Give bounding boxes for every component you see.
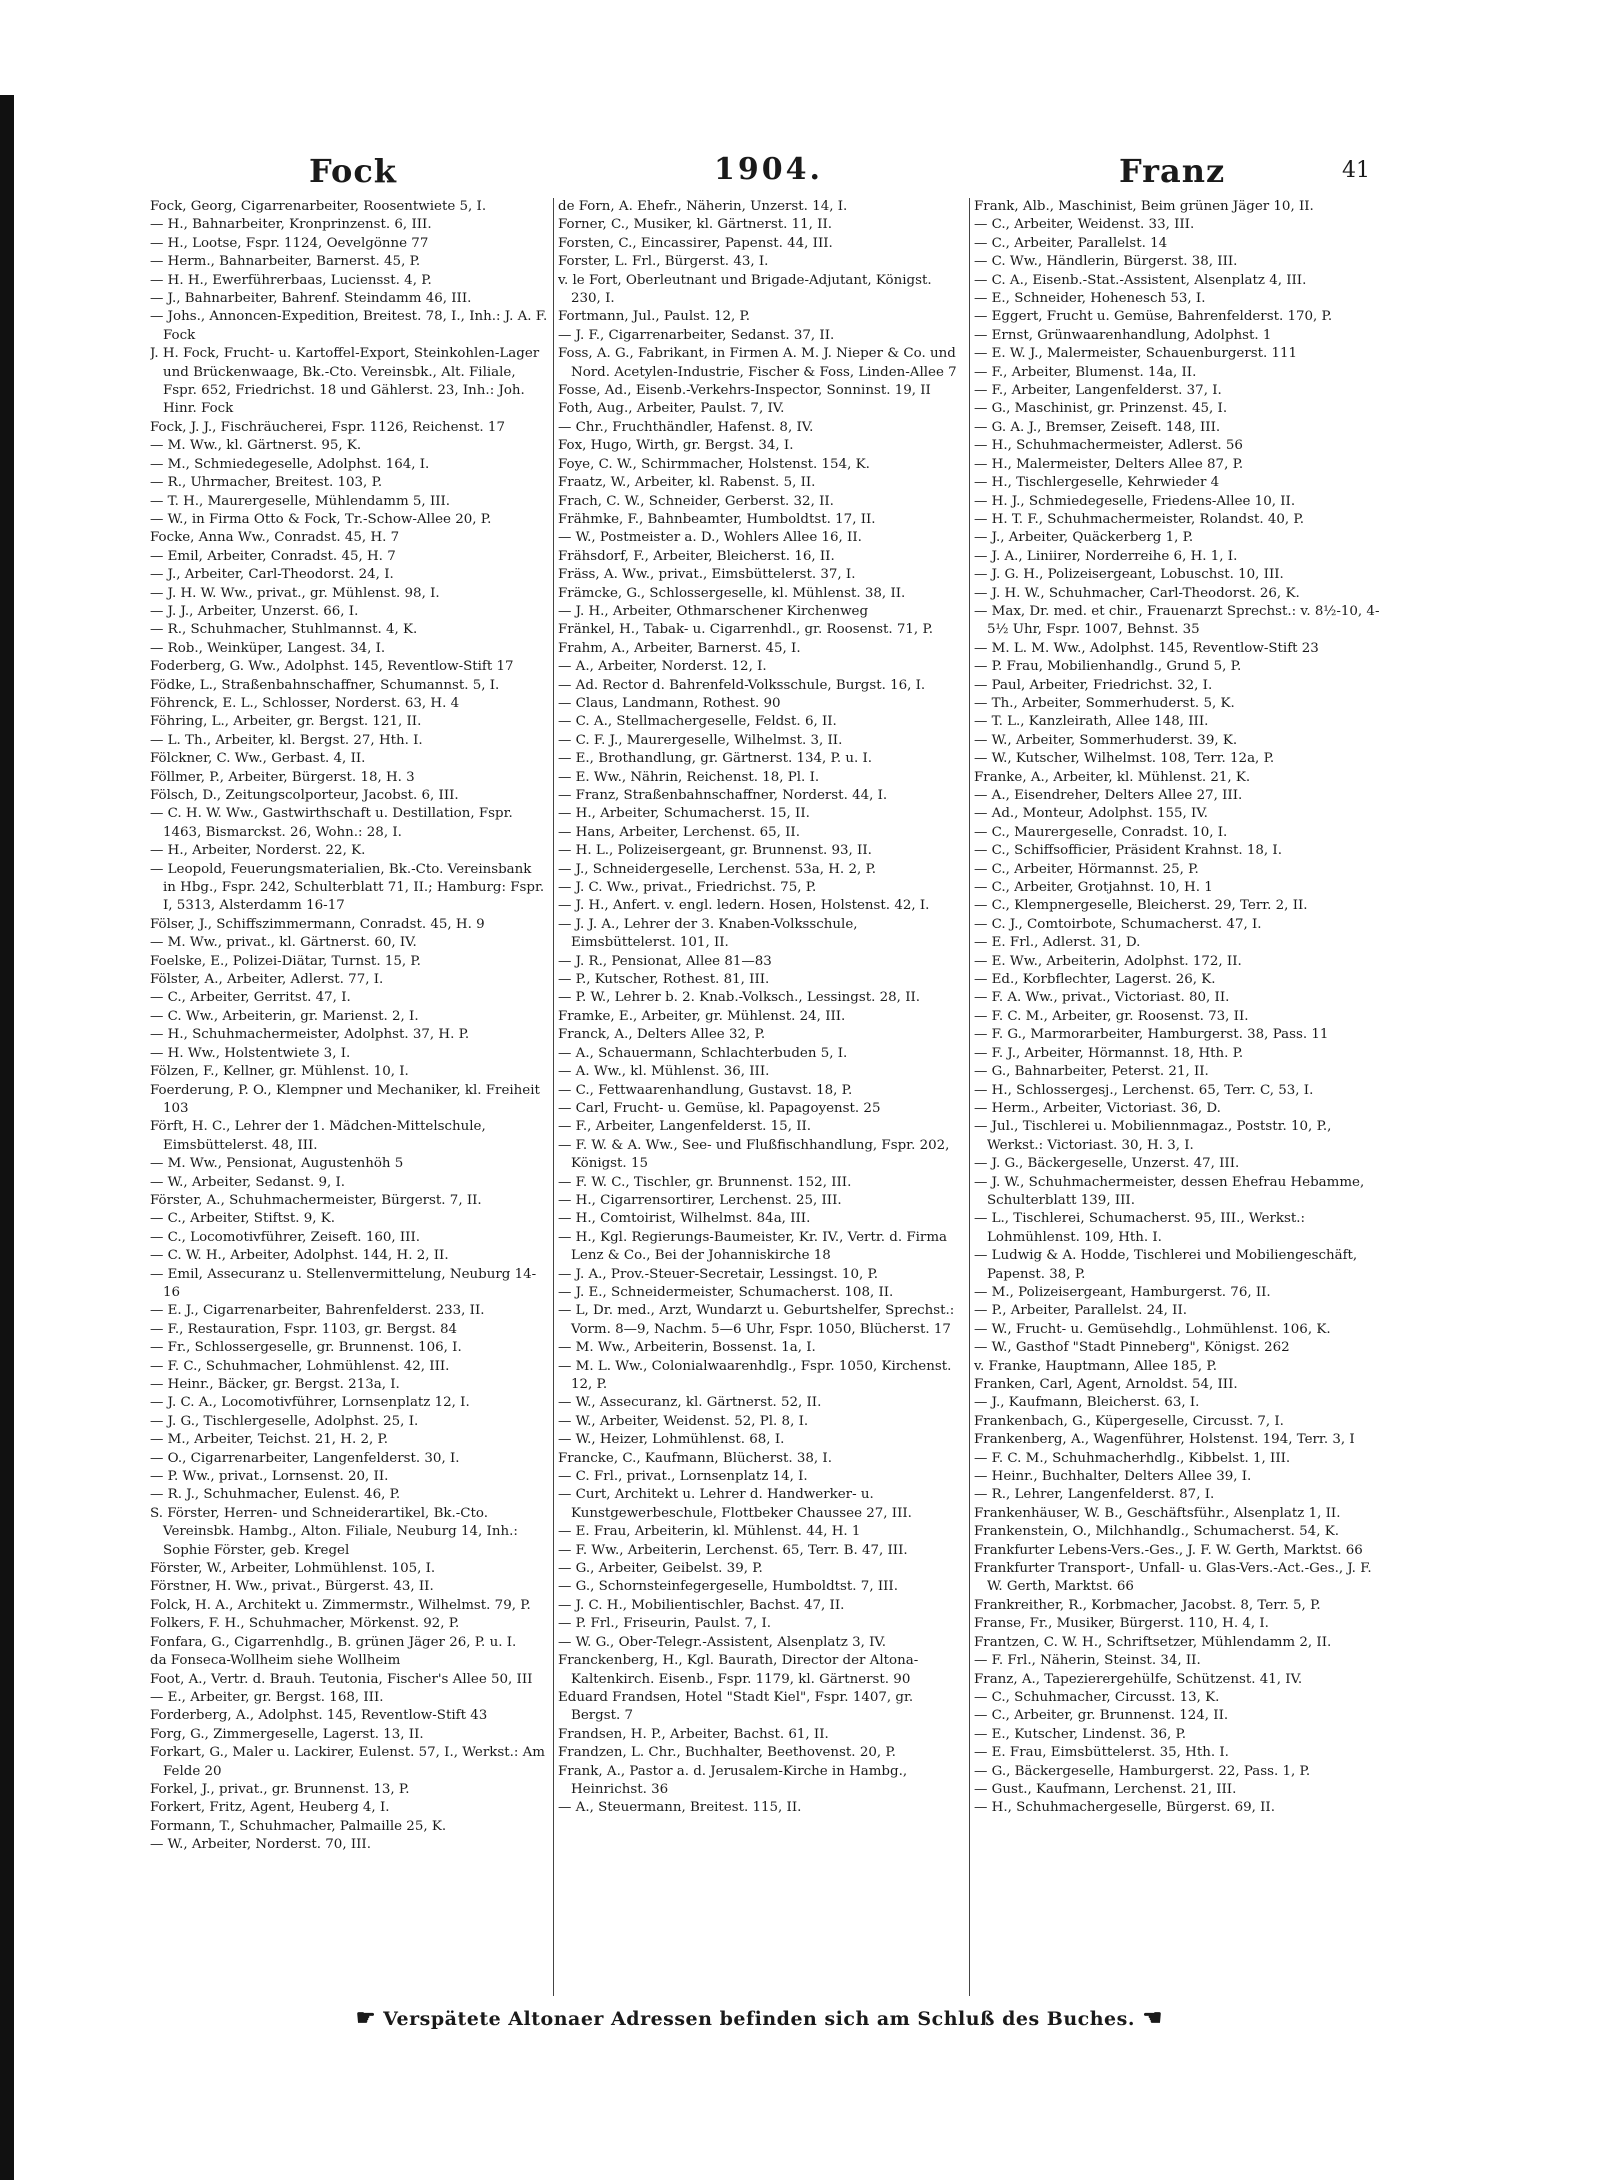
header-left-keyword: Fock: [309, 152, 397, 190]
directory-entry: — A., Arbeiter, Norderst. 12, I.: [558, 659, 767, 675]
directory-entry: Föhrenck, E. L., Schlosser, Norderst. 63, H. 4: [150, 695, 460, 711]
footer-notice: [134, 2005, 1384, 2031]
directory-entry: — C., Locomotivführer, Zeiseft. 160, III.: [150, 1229, 421, 1245]
directory-entry: — E. Ww., Nährin, Reichenst. 18, Pl. I.: [558, 769, 820, 785]
directory-entry: — J. G., Bäckergeselle, Unzerst. 47, III.: [974, 1156, 1240, 1172]
directory-entry: — Ad. Rector d. Bahrenfeld-Volksschule, Burgst. 16, I.: [558, 677, 926, 693]
directory-entry: Folck, H. A., Architekt u. Zimmermstr., Wilhelmst. 79, P.: [150, 1597, 531, 1613]
directory-entry: — F. G., Marmorarbeiter, Hamburgerst. 38, Pass. 11: [974, 1027, 1329, 1043]
directory-entry: — J., Bahnarbeiter, Bahrenf. Steindamm 46, III.: [150, 291, 472, 307]
directory-entry: — H. J., Schmiedegeselle, Friedens-Allee 10, II.: [974, 493, 1296, 509]
directory-entry: — J. J., Arbeiter, Unzerst. 66, I.: [150, 603, 359, 619]
directory-entry: — C., Schuhmacher, Circusst. 13, K.: [974, 1689, 1220, 1705]
directory-entry: Frankreither, R., Korbmacher, Jacobst. 8, Terr. 5, P.: [974, 1597, 1321, 1613]
directory-entry: — M. L. Ww., Colonialwaarenhdlg., Fspr. 1050, Kirchenst. 12, P.: [558, 1358, 952, 1392]
directory-entry: Franz, A., Tapezierergehülfe, Schützenst. 41, IV.: [974, 1671, 1303, 1687]
directory-entry: — H., Comtoirist, Wilhelmst. 84a, III.: [558, 1211, 811, 1227]
directory-entry: — J. W., Schuhmachermeister, dessen Ehefrau Hebamme, Schulterblatt 139, III.: [974, 1174, 1365, 1208]
directory-page: [134, 150, 1384, 2050]
directory-entry: — H., Kgl. Regierungs-Baumeister, Kr. IV., Vertr. d. Firma Lenz & Co., Bei der Johanniskirche 18: [558, 1229, 948, 1264]
directory-entry: — G., Maschinist, gr. Prinzenst. 45, I.: [974, 401, 1228, 417]
directory-entry: — P. Ww., privat., Lornsenst. 20, II.: [150, 1469, 389, 1485]
directory-entry: — M. Ww., privat., kl. Gärtnerst. 60, IV.: [150, 935, 417, 951]
directory-entry: Franck, A., Delters Allee 32, P.: [558, 1027, 766, 1043]
directory-entry: S. Förster, Herren- und Schneiderartikel, Bk.-Cto. Vereinsbk. Hambg., Alton. Filiale, Neuburg 14, Inh.: Sophie Förster, geb. Kregel: [150, 1505, 518, 1558]
directory-entry: — Paul, Arbeiter, Friedrichst. 32, I.: [974, 677, 1213, 693]
directory-entry: — F. A. Ww., privat., Victoriast. 80, II.: [974, 990, 1230, 1006]
directory-entry: — Heinr., Buchhalter, Delters Allee 39, I.: [974, 1469, 1252, 1485]
directory-entry: — Johs., Annoncen-Expedition, Breitest. 78, I., Inh.: J. A. F. Fock: [150, 309, 548, 343]
directory-entry: Foderberg, G. Ww., Adolphst. 145, Reventlow-Stift 17: [150, 659, 514, 675]
directory-entry: — Gust., Kaufmann, Lerchenst. 21, III.: [974, 1781, 1237, 1797]
directory-entry: Föhring, L., Arbeiter, gr. Bergst. 121, II.: [150, 714, 422, 730]
directory-entry: Frankenstein, O., Milchhandlg., Schumacherst. 54, K.: [974, 1524, 1339, 1540]
directory-entry: — H., Schuhmachergeselle, Bürgerst. 69, II.: [974, 1800, 1275, 1816]
directory-entry: — Jul., Tischlerei u. Mobiliennmagaz., Poststr. 10, P., Werkst.: Victoriast. 30, H. 3, I.: [974, 1119, 1332, 1153]
directory-entry: — W., Kutscher, Wilhelmst. 108, Terr. 12a, P.: [974, 751, 1275, 767]
directory-entry: — C. F. J., Maurergeselle, Wilhelmst. 3, II.: [558, 732, 843, 748]
directory-entry: — Carl, Frucht- u. Gemüse, kl. Papagoyenst. 25: [558, 1100, 881, 1116]
directory-entry: — O., Cigarrenarbeiter, Langenfelderst. 30, I.: [150, 1450, 460, 1466]
directory-entry: — Fr., Schlossergeselle, gr. Brunnenst. 106, I.: [150, 1340, 462, 1356]
directory-entry: Franckenberg, H., Kgl. Baurath, Director der Altona-Kaltenkirch. Eisenb., Fspr. 1179, kl. Gärtnerst. 90: [558, 1653, 919, 1687]
directory-entry: Focke, Anna Ww., Conradst. 45, H. 7: [150, 530, 400, 546]
directory-entry: — E. Ww., Arbeiterin, Adolphst. 172, II.: [974, 953, 1242, 969]
directory-entry: — F. W. & A. Ww., See- und Flußfischhandlung, Fspr. 202, Königst. 15: [558, 1137, 950, 1172]
directory-entry: — W., Arbeiter, Weidenst. 52, Pl. 8, I.: [558, 1413, 809, 1429]
directory-entry: — W., Frucht- u. Gemüsehdlg., Lohmühlenst. 106, K.: [974, 1321, 1331, 1337]
directory-entry: — C. A., Stellmachergeselle, Feldst. 6, II.: [558, 714, 837, 730]
directory-entry: — C. J., Comtoirbote, Schumacherst. 47, I.: [974, 916, 1262, 932]
directory-entry: Forderberg, A., Adolphst. 145, Reventlow-Stift 43: [150, 1708, 488, 1724]
directory-entry: — W., Heizer, Lohmühlenst. 68, I.: [558, 1432, 785, 1448]
directory-entry: Fölser, J., Schiffszimmermann, Conradst. 45, H. 9: [150, 916, 485, 932]
directory-entry: — M. Ww., Arbeiterin, Bossenst. 1a, I.: [558, 1340, 816, 1356]
directory-entry: — Eggert, Frucht u. Gemüse, Bahrenfelderst. 170, P.: [974, 309, 1333, 325]
directory-entry: Forkel, J., privat., gr. Brunnenst. 13, P.: [150, 1781, 410, 1797]
directory-entry: — P. Frl., Friseurin, Paulst. 7, I.: [558, 1616, 772, 1632]
directory-entry: — C., Arbeiter, Stiftst. 9, K.: [150, 1211, 336, 1227]
directory-entry: Fölzen, F., Kellner, gr. Mühlenst. 10, I.: [150, 1064, 409, 1080]
directory-entry: Foye, C. W., Schirmmacher, Holstenst. 154, K.: [558, 456, 870, 472]
directory-entry: Frank, A., Pastor a. d. Jerusalem-Kirche in Hambg., Heinrichst. 36: [558, 1763, 908, 1797]
directory-entry: — C. H. W. Ww., Gastwirthschaft u. Destillation, Fspr. 1463, Bismarckst. 26, Wohn.: 28, I.: [150, 806, 513, 840]
directory-entry: — Leopold, Feuerungsmaterialien, Bk.-Cto. Vereinsbank in Hbg., Fspr. 242, Schulterblatt 71, II.; Hamburg: Fspr. I, 5313, Alsterdamm 16-17: [150, 861, 545, 914]
directory-entry: de Forn, A. Ehefr., Näherin, Unzerst. 14, I.: [558, 199, 848, 214]
directory-entry: — H., Lootse, Fspr. 1124, Oevelgönne 77: [150, 235, 429, 251]
directory-entry: — W., Arbeiter, Norderst. 70, III.: [150, 1837, 371, 1853]
directory-entry: — C., Arbeiter, gr. Brunnenst. 124, II.: [974, 1708, 1229, 1724]
directory-entry: — Claus, Landmann, Rothest. 90: [558, 695, 781, 711]
directory-entry: — F. J., Arbeiter, Hörmannst. 18, Hth. P.: [974, 1045, 1244, 1061]
directory-entry: — J., Schneidergeselle, Lerchenst. 53a, H. 2, P.: [558, 861, 877, 877]
directory-entry: — Rob., Weinküper, Langest. 34, I.: [150, 640, 386, 656]
page-header: [134, 150, 1384, 200]
directory-entry: — E., Arbeiter, gr. Bergst. 168, III.: [150, 1689, 384, 1705]
directory-entry: Fock, Georg, Cigarrenarbeiter, Roosentwiete 5, I.: [150, 199, 487, 214]
directory-entry: Frankenberg, A., Wagenführer, Holstenst. 194, Terr. 3, I: [974, 1432, 1355, 1448]
directory-entry: Franse, Fr., Musiker, Bürgerst. 110, H. 4, I.: [974, 1616, 1269, 1632]
directory-entry: — W., Gasthof "Stadt Pinneberg", Königst. 262: [974, 1340, 1290, 1356]
directory-entry: Foss, A. G., Fabrikant, in Firmen A. M. J. Nieper & Co. und Nord. Acetylen-Industrie, Fischer & Foss, Linden-Allee 7: [558, 346, 957, 380]
directory-entry: — F. W. C., Tischler, gr. Brunnenst. 152, III.: [558, 1174, 852, 1190]
pointing-hand-icon: ☛: [1142, 2005, 1163, 2031]
directory-entry: Fränkel, H., Tabak- u. Cigarrenhdl., gr. Roosenst. 71, P.: [558, 622, 933, 638]
page-number: 41: [1342, 158, 1370, 183]
directory-entry: Förster, A., Schuhmachermeister, Bürgerst. 7, II.: [150, 1192, 482, 1208]
directory-entry: — Heinr., Bäcker, gr. Bergst. 213a, I.: [150, 1377, 400, 1392]
directory-entry: — Chr., Fruchthändler, Hafenst. 8, IV.: [558, 419, 814, 435]
directory-entry: Frankfurter Lebens-Vers.-Ges., J. F. W. Gerth, Marktst. 66: [974, 1542, 1363, 1558]
directory-entry: — W. G., Ober-Telegr.-Assistent, Alsenplatz 3, IV.: [558, 1634, 886, 1650]
directory-entry: Frankenhäuser, W. B., Geschäftsführ., Alsenplatz 1, II.: [974, 1505, 1341, 1521]
directory-entry: — Hans, Arbeiter, Lerchenst. 65, II.: [558, 824, 800, 840]
directory-entry: — H. L., Polizeisergeant, gr. Brunnenst. 93, II.: [558, 843, 872, 859]
column-1: [150, 198, 548, 1996]
directory-entry: — J., Kaufmann, Bleicherst. 63, I.: [974, 1395, 1200, 1411]
directory-entry: — M., Polizeisergeant, Hamburgerst. 76, II.: [974, 1284, 1271, 1300]
directory-entry: Föllmer, P., Arbeiter, Bürgerst. 18, H. 3: [150, 769, 415, 785]
directory-entry: — C. Frl., privat., Lornsenplatz 14, I.: [558, 1469, 808, 1485]
directory-entry: — F. Ww., Arbeiterin, Lerchenst. 65, Terr. B. 47, III.: [558, 1542, 908, 1558]
directory-entry: Fölsch, D., Zeitungscolporteur, Jacobst. 6, III.: [150, 788, 459, 803]
directory-entry: — J. A., Liniirer, Norderreihe 6, H. 1, I.: [974, 548, 1238, 564]
directory-entry: Fraatz, W., Arbeiter, kl. Rabenst. 5, II.: [558, 475, 816, 491]
directory-entry: — R., Lehrer, Langenfelderst. 87, I.: [974, 1487, 1215, 1503]
directory-entry: — H., Malermeister, Delters Allee 87, P.: [974, 456, 1244, 472]
directory-entry: — F. C. M., Schuhmacherhdlg., Kibbelst. 1, III.: [974, 1450, 1291, 1466]
directory-entry: Foerderung, P. O., Klempner und Mechaniker, kl. Freiheit 103: [150, 1082, 540, 1116]
directory-entry: Francke, C., Kaufmann, Blücherst. 38, I.: [558, 1450, 832, 1466]
directory-entry: Forg, G., Zimmergeselle, Lagerst. 13, II.: [150, 1726, 424, 1742]
directory-entry: Frank, Alb., Maschinist, Beim grünen Jäger 10, II.: [974, 199, 1314, 214]
directory-entry: — L., Tischlerei, Schumacherst. 95, III., Werkst.: Lohmühlenst. 109, Hth. I.: [974, 1211, 1305, 1245]
directory-entry: — H., Schuhmachermeister, Adlerst. 56: [974, 438, 1243, 454]
directory-entry: — G., Bahnarbeiter, Peterst. 21, II.: [974, 1064, 1209, 1080]
directory-entry: — C., Arbeiter, Grotjahnst. 10, H. 1: [974, 880, 1213, 896]
column-3: [974, 198, 1384, 1996]
directory-entry: — W., Arbeiter, Sedanst. 9, I.: [150, 1174, 346, 1190]
column-divider: [969, 198, 970, 1996]
directory-entry: — H., Bahnarbeiter, Kronprinzenst. 6, III.: [150, 217, 432, 233]
header-year: 1904.: [714, 152, 823, 187]
directory-entry: Frantzen, C. W. H., Schriftsetzer, Mühlendamm 2, II.: [974, 1634, 1332, 1650]
directory-entry: — A. Ww., kl. Mühlenst. 36, III.: [558, 1064, 770, 1080]
directory-entry: Fölster, A., Arbeiter, Adlerst. 77, I.: [150, 972, 384, 988]
directory-entry: — H., Arbeiter, Norderst. 22, K.: [150, 843, 366, 859]
directory-entry: Fonfara, G., Cigarrenhdlg., B. grünen Jäger 26, P. u. I.: [150, 1634, 517, 1650]
directory-entry: — H. H., Ewerführerbaas, Luciensst. 4, P.: [150, 272, 432, 288]
directory-entry: Fölckner, C. Ww., Gerbast. 4, II.: [150, 751, 366, 767]
directory-entry: Framke, E., Arbeiter, gr. Mühlenst. 24, III.: [558, 1008, 846, 1024]
directory-entry: — T. L., Kanzleirath, Allee 148, III.: [974, 714, 1209, 730]
directory-entry: — Herm., Bahnarbeiter, Barnerst. 45, P.: [150, 254, 421, 270]
directory-entry: — M. L. M. Ww., Adolphst. 145, Reventlow-Stift 23: [974, 640, 1319, 656]
directory-entry: — M., Arbeiter, Teichst. 21, H. 2, P.: [150, 1432, 389, 1448]
directory-entry: da Fonseca-Wollheim siehe Wollheim: [150, 1653, 401, 1669]
directory-entry: Forsten, C., Eincassirer, Papenst. 44, III.: [558, 235, 833, 251]
directory-entry: — P. W., Lehrer b. 2. Knab.-Volksch., Lessingst. 28, II.: [558, 990, 921, 1006]
directory-entry: Frach, C. W., Schneider, Gerberst. 32, II.: [558, 493, 834, 509]
directory-entry: — P., Kutscher, Rothest. 81, III.: [558, 972, 770, 988]
column-2: [558, 198, 964, 1996]
directory-entry: — H., Schuhmachermeister, Adolphst. 37, H. P.: [150, 1027, 470, 1043]
directory-entry: — M. Ww., kl. Gärtnerst. 95, K.: [150, 438, 362, 454]
directory-entry: Frähsdorf, F., Arbeiter, Bleicherst. 16, II.: [558, 548, 835, 564]
directory-entry: — H., Cigarrensortirer, Lerchenst. 25, III.: [558, 1192, 842, 1208]
directory-entry: — F., Arbeiter, Blumenst. 14a, II.: [974, 364, 1197, 380]
directory-entry: — M. Ww., Pensionat, Augustenhöh 5: [150, 1156, 404, 1172]
directory-entry: — C., Arbeiter, Gerritst. 47, I.: [150, 990, 351, 1006]
directory-entry: — J. H., Arbeiter, Othmarschener Kirchenweg: [558, 603, 869, 619]
directory-entry: — J., Arbeiter, Quäckerberg 1, P.: [974, 530, 1194, 546]
directory-entry: — C. W. H., Arbeiter, Adolphst. 144, H. 2, II.: [150, 1248, 449, 1264]
directory-entry: — J. C. A., Locomotivführer, Lornsenplatz 12, I.: [150, 1395, 470, 1411]
directory-entry: — Ludwig & A. Hodde, Tischlerei und Mobiliengeschäft, Papenst. 38, P.: [974, 1248, 1358, 1282]
directory-entry: Frandzen, L. Chr., Buchhalter, Beethovenst. 20, P.: [558, 1745, 896, 1761]
directory-entry: — F., Arbeiter, Langenfelderst. 37, I.: [974, 383, 1222, 399]
directory-entry: — C., Arbeiter, Hörmannst. 25, P.: [974, 861, 1199, 877]
directory-entry: — F., Arbeiter, Langenfelderst. 15, II.: [558, 1119, 812, 1135]
directory-entry: J. H. Fock, Frucht- u. Kartoffel-Export, Steinkohlen-Lager und Brückenwaage, Bk.-Cto. Vereinsbk., Alt. Filiale, Fspr. 652, Friedrichst. 18 und Gählerst. 23, Inh.: Joh. Hinr. Fock: [150, 346, 540, 417]
directory-entry: — J. G. H., Polizeisergeant, Lobuschst. 10, III.: [974, 567, 1284, 583]
directory-entry: — F. C. M., Arbeiter, gr. Roosenst. 73, II.: [974, 1008, 1249, 1024]
directory-entry: — H., Arbeiter, Schumacherst. 15, II.: [558, 806, 810, 822]
column-divider: [553, 198, 554, 1996]
directory-entry: — C., Klempnergeselle, Bleicherst. 29, Terr. 2, II.: [974, 898, 1308, 914]
directory-entry: — F. Frl., Näherin, Steinst. 34, II.: [974, 1653, 1201, 1669]
directory-entry: — H., Schlossergesj., Lerchenst. 65, Terr. C, 53, I.: [974, 1082, 1314, 1098]
directory-entry: Forster, L. Frl., Bürgerst. 43, I.: [558, 254, 769, 270]
directory-entry: — J., Arbeiter, Carl-Theodorst. 24, I.: [150, 567, 394, 583]
directory-entry: Främcke, G., Schlossergeselle, kl. Mühlenst. 38, II.: [558, 585, 906, 601]
directory-entry: Formann, T., Schuhmacher, Palmaille 25, K.: [150, 1818, 447, 1834]
directory-entry: Frähmke, F., Bahnbeamter, Humboldtst. 17, II.: [558, 511, 876, 527]
directory-entry: — Ernst, Grünwaarenhandlung, Adolphst. 1: [974, 327, 1272, 343]
directory-entry: — E. J., Cigarrenarbeiter, Bahrenfelderst. 233, II.: [150, 1303, 485, 1319]
directory-entry: — C., Fettwaarenhandlung, Gustavst. 18, P.: [558, 1082, 853, 1098]
directory-entry: — H. T. F., Schuhmachermeister, Rolandst. 40, P.: [974, 511, 1304, 527]
directory-entry: — J. E., Schneidermeister, Schumacherst. 108, II.: [558, 1284, 894, 1300]
directory-entry: — A., Steuermann, Breitest. 115, II.: [558, 1800, 802, 1816]
directory-entry: — J. A., Prov.-Steuer-Secretair, Lessingst. 10, P.: [558, 1266, 879, 1282]
directory-entry: — Herm., Arbeiter, Victoriast. 36, D.: [974, 1100, 1221, 1116]
scan-edge: [0, 95, 14, 2180]
directory-entry: — R., Uhrmacher, Breitest. 103, P.: [150, 475, 383, 491]
directory-entry: — Ed., Korbflechter, Lagerst. 26, K.: [974, 972, 1216, 988]
directory-entry: — H., Tischlergeselle, Kehrwieder 4: [974, 475, 1220, 491]
header-right-keyword: Franz: [1119, 152, 1226, 190]
directory-entry: — Curt, Architekt u. Lehrer d. Handwerker- u. Kunstgewerbeschule, Flottbeker Chaussee 27, III.: [558, 1487, 912, 1521]
directory-entry: — Th., Arbeiter, Sommerhuderst. 5, K.: [974, 695, 1235, 711]
directory-entry: — A., Eisendreher, Delters Allee 27, III.: [974, 788, 1243, 803]
directory-entry: — E. Frau, Eimsbüttelerst. 35, Hth. I.: [974, 1745, 1229, 1761]
directory-entry: — C., Arbeiter, Weidenst. 33, III.: [974, 217, 1195, 233]
directory-entry: — J. H. W., Schuhmacher, Carl-Theodorst. 26, K.: [974, 585, 1300, 601]
directory-entry: — F. C., Schuhmacher, Lohmühlenst. 42, III.: [150, 1358, 450, 1374]
directory-entry: — L. Th., Arbeiter, kl. Bergst. 27, Hth. I.: [150, 732, 423, 748]
pointing-hand-icon: ☛: [355, 2005, 376, 2031]
directory-entry: Forkart, G., Maler u. Lackirer, Eulenst. 57, I., Werkst.: Am Felde 20: [150, 1745, 546, 1779]
directory-entry: Födke, L., Straßenbahnschaffner, Schumannst. 5, I.: [150, 677, 500, 693]
directory-entry: Förster, W., Arbeiter, Lohmühlenst. 105, I.: [150, 1561, 436, 1577]
directory-entry: Foelske, E., Polizei-Diätar, Turnst. 15, P.: [150, 953, 421, 969]
directory-entry: Frankenbach, G., Küpergeselle, Circusst. 7, I.: [974, 1413, 1284, 1429]
directory-entry: — G., Bäckergeselle, Hamburgerst. 22, Pass. 1, P.: [974, 1763, 1311, 1779]
directory-entry: v. le Fort, Oberleutnant und Brigade-Adjutant, Königst. 230, I.: [558, 272, 932, 307]
directory-entry: — E. Frl., Adlerst. 31, D.: [974, 935, 1141, 951]
directory-entry: Eduard Frandsen, Hotel "Stadt Kiel", Fspr. 1407, gr. Bergst. 7: [558, 1689, 914, 1724]
directory-entry: — E., Kutscher, Lindenst. 36, P.: [974, 1726, 1187, 1742]
directory-entry: — J. H. W. Ww., privat., gr. Mühlenst. 98, I.: [150, 585, 440, 601]
directory-entry: — C., Maurergeselle, Conradst. 10, I.: [974, 824, 1228, 840]
directory-entry: Förstner, H. Ww., privat., Bürgerst. 43, II.: [150, 1579, 434, 1595]
directory-entry: — H. Ww., Holstentwiete 3, I.: [150, 1045, 351, 1061]
directory-entry: Fox, Hugo, Wirth, gr. Bergst. 34, I.: [558, 438, 794, 454]
directory-entry: — J. F., Cigarrenarbeiter, Sedanst. 37, II.: [558, 327, 835, 343]
directory-entry: Fräss, A. Ww., privat., Eimsbüttelerst. 37, I.: [558, 567, 856, 583]
directory-entry: — C. Ww., Arbeiterin, gr. Marienst. 2, I.: [150, 1008, 419, 1024]
directory-entry: — C. Ww., Händlerin, Bürgerst. 38, III.: [974, 254, 1238, 270]
directory-entry: — J. C. H., Mobilientischler, Bachst. 47, II.: [558, 1597, 845, 1613]
directory-entry: — P., Arbeiter, Parallelst. 24, II.: [974, 1303, 1188, 1319]
directory-entry: — J. C. Ww., privat., Friedrichst. 75, P.: [558, 880, 817, 896]
directory-entry: — G. A. J., Bremser, Zeiseft. 148, III.: [974, 419, 1221, 435]
directory-entry: — R., Schuhmacher, Stuhlmannst. 4, K.: [150, 622, 418, 638]
directory-entry: — J. J. A., Lehrer der 3. Knaben-Volksschule, Eimsbüttelerst. 101, II.: [558, 916, 858, 951]
directory-entry: — A., Schauermann, Schlachterbuden 5, I.: [558, 1045, 848, 1061]
directory-entry: — E., Schneider, Hohenesch 53, I.: [974, 291, 1206, 307]
directory-entry: — C., Schiffsofficier, Präsident Krahnst. 18, I.: [974, 843, 1282, 859]
directory-entry: — C., Arbeiter, Parallelst. 14: [974, 235, 1168, 251]
directory-entry: — R. J., Schuhmacher, Eulenst. 46, P.: [150, 1487, 401, 1503]
directory-entry: Fock, J. J., Fischräucherei, Fspr. 1126, Reichenst. 17: [150, 419, 505, 435]
directory-entry: — Emil, Arbeiter, Conradst. 45, H. 7: [150, 548, 396, 564]
directory-entry: Foth, Aug., Arbeiter, Paulst. 7, IV.: [558, 401, 785, 417]
directory-entry: — W., in Firma Otto & Fock, Tr.-Schow-Allee 20, P.: [150, 511, 492, 527]
directory-entry: — Emil, Assecuranz u. Stellenvermittelung, Neuburg 14-16: [150, 1266, 537, 1300]
directory-entry: — G., Arbeiter, Geibelst. 39, P.: [558, 1561, 763, 1577]
directory-entry: Franken, Carl, Agent, Arnoldst. 54, III.: [974, 1377, 1238, 1392]
directory-entry: — J. H., Anfert. v. engl. ledern. Hosen, Holstenst. 42, I.: [558, 898, 930, 914]
footer-text: Verspätete Altonaer Adressen befinden sich am Schluß des Buches.: [383, 2008, 1135, 2030]
directory-entry: — W., Arbeiter, Sommerhuderst. 39, K.: [974, 732, 1238, 748]
directory-entry: — Franz, Straßenbahnschaffner, Norderst. 44, I.: [558, 788, 888, 803]
directory-entry: — W., Postmeister a. D., Wohlers Allee 16, II.: [558, 530, 862, 546]
directory-entry: — P. Frau, Mobilienhandlg., Grund 5, P.: [974, 659, 1242, 675]
directory-entry: — W., Assecuranz, kl. Gärtnerst. 52, II.: [558, 1395, 822, 1411]
directory-entry: — J. G., Tischlergeselle, Adolphst. 25, I.: [150, 1413, 419, 1429]
directory-entry: — M., Schmiedegeselle, Adolphst. 164, I.: [150, 456, 430, 472]
directory-entry: Frahm, A., Arbeiter, Barnerst. 45, I.: [558, 640, 801, 656]
directory-entry: — C. A., Eisenb.-Stat.-Assistent, Alsenplatz 4, III.: [974, 272, 1307, 288]
directory-entry: Folkers, F. H., Schuhmacher, Mörkenst. 92, P.: [150, 1616, 460, 1632]
directory-entry: Fortmann, Jul., Paulst. 12, P.: [558, 309, 751, 325]
directory-entry: Förft, H. C., Lehrer der 1. Mädchen-Mittelschule, Eimsbüttelerst. 48, III.: [150, 1119, 486, 1153]
directory-entry: — Ad., Monteur, Adolphst. 155, IV.: [974, 806, 1208, 822]
directory-entry: Frankfurter Transport-, Unfall- u. Glas-Vers.-Act.-Ges., J. F. W. Gerth, Marktst. 66: [974, 1561, 1372, 1595]
directory-entry: — T. H., Maurergeselle, Mühlendamm 5, III.: [150, 493, 451, 509]
directory-entry: — E. W. J., Malermeister, Schauenburgerst. 111: [974, 346, 1298, 362]
directory-entry: — J. R., Pensionat, Allee 81—83: [558, 953, 772, 969]
directory-entry: — L, Dr. med., Arzt, Wundarzt u. Geburtshelfer, Sprechst.: Vorm. 8—9, Nachm. 5—6 Uhr, Fspr. 1050, Blücherst. 17: [558, 1303, 955, 1337]
directory-entry: Fosse, Ad., Eisenb.-Verkehrs-Inspector, Sonninst. 19, II: [558, 383, 931, 399]
directory-entry: Franke, A., Arbeiter, kl. Mühlenst. 21, K.: [974, 769, 1251, 785]
directory-entry: Frandsen, H. P., Arbeiter, Bachst. 61, II.: [558, 1726, 829, 1742]
directory-entry: Forner, C., Musiker, kl. Gärtnerst. 11, II.: [558, 217, 832, 233]
directory-entry: — G., Schornsteinfegergeselle, Humboldtst. 7, III.: [558, 1579, 898, 1595]
directory-entry: — E., Brothandlung, gr. Gärtnerst. 134, P. u. I.: [558, 751, 873, 767]
directory-entry: — F., Restauration, Fspr. 1103, gr. Bergst. 84: [150, 1321, 458, 1337]
directory-entry: Forkert, Fritz, Agent, Heuberg 4, I.: [150, 1800, 390, 1816]
directory-entry: — E. Frau, Arbeiterin, kl. Mühlenst. 44, H. 1: [558, 1524, 861, 1540]
directory-entry: v. Franke, Hauptmann, Allee 185, P.: [974, 1358, 1217, 1374]
directory-entry: Foot, A., Vertr. d. Brauh. Teutonia, Fischer's Allee 50, III: [150, 1671, 533, 1687]
directory-entry: — Max, Dr. med. et chir., Frauenarzt Sprechst.: v. 8½-10, 4-5½ Uhr, Fspr. 1007, Behnst. 35: [974, 603, 1380, 638]
